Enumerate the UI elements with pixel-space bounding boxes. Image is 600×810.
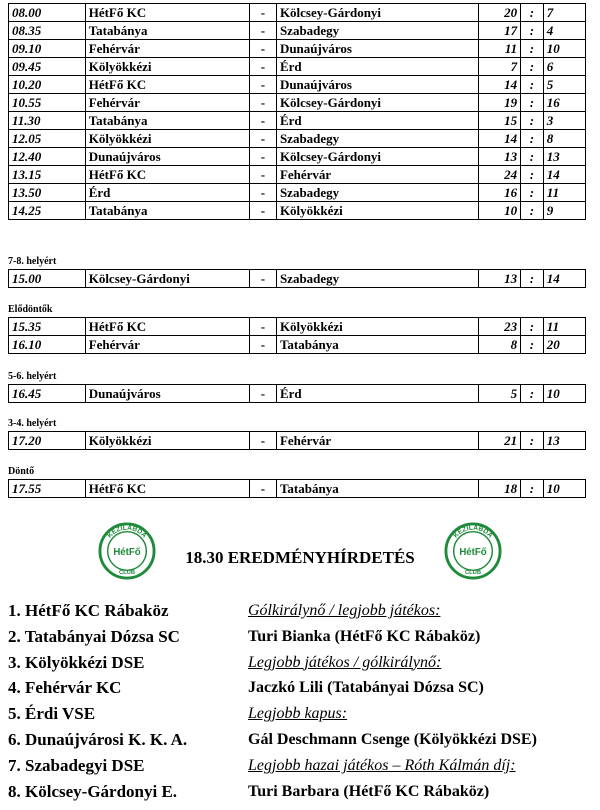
vs-dash: - [249,148,276,166]
home-score: 14 [478,130,520,148]
vs-dash: - [249,58,276,76]
score-colon: : [521,4,544,22]
vs-dash: - [249,22,276,40]
match-row [9,336,586,354]
score-colon: : [521,148,544,166]
home-team: Kölyökkézi [85,432,249,450]
standing-item: 2. Tatabányai Dózsa SC [8,626,180,646]
ceremony-banner: 18.30 EREDMÉNYHÍRDETÉS [185,548,415,567]
home-team: Tatabánya [85,112,249,130]
match-time: 17.55 [9,480,86,498]
vs-dash: - [249,112,276,130]
home-team: Tatabánya [85,22,249,40]
score-colon: : [521,22,544,40]
vs-dash: - [249,480,276,498]
logo-center-text: HétFő [113,546,141,558]
away-score: 16 [543,94,585,112]
match-time: 16.45 [9,385,86,403]
score-colon: : [521,318,544,336]
vs-dash: - [249,432,276,450]
away-team: Kölyökkézi [276,318,478,336]
home-team: Fehérvár [85,40,249,58]
match-row [9,166,586,184]
home-team: HétFő KC [85,76,249,94]
score-colon: : [521,130,544,148]
away-score: 13 [543,148,585,166]
vs-dash: - [249,318,276,336]
home-score: 15 [478,112,520,130]
home-score: 10 [478,202,520,220]
away-score: 13 [543,432,585,450]
section-label: Döntő [8,466,35,477]
match-time: 09.45 [9,58,86,76]
logo-bottom-text: CLUB [118,570,136,577]
vs-dash: - [249,4,276,22]
score-colon: : [521,432,544,450]
home-team: Kölcsey-Gárdonyi [85,270,249,288]
away-score: 14 [543,166,585,184]
individual-awards [248,598,537,804]
schedule-table [8,3,586,220]
score-colon: : [521,58,544,76]
away-team: Szabadegy [276,130,478,148]
home-score: 17 [478,22,520,40]
away-score: 9 [543,202,585,220]
match-row [9,270,586,288]
away-score: 20 [543,336,585,354]
home-team: Fehérvár [85,94,249,112]
away-team: Tatabánya [276,480,478,498]
match-row [9,318,586,336]
match-time: 16.10 [9,336,86,354]
home-team: Kölyökkézi [85,58,249,76]
home-team: Dunaújváros [85,148,249,166]
away-score: 7 [543,4,585,22]
logo-bottom-text: CLUB [464,570,482,577]
vs-dash: - [249,94,276,112]
award-winner: Turi Barbara (HétFő KC Rábaköz) [248,782,490,800]
away-team: Szabadegy [276,184,478,202]
home-score: 19 [478,94,520,112]
score-colon: : [521,94,544,112]
standing-item: 7. Szabadegyi DSE [8,755,145,775]
home-score: 13 [478,148,520,166]
home-team: Érd [85,184,249,202]
match-time: 10.55 [9,94,86,112]
home-score: 20 [478,4,520,22]
home-score: 8 [478,336,520,354]
score-colon: : [521,166,544,184]
home-team: Tatabánya [85,202,249,220]
away-team: Érd [276,58,478,76]
match-time: 10.20 [9,76,86,94]
match-row [9,4,586,22]
away-team: Kölyökkézi [276,202,478,220]
home-team: HétFő KC [85,4,249,22]
score-colon: : [521,112,544,130]
award-winner: Jaczkó Lili (Tatabányai Dózsa SC) [248,679,484,697]
home-score: 18 [478,480,520,498]
score-colon: : [521,202,544,220]
match-row [9,432,586,450]
match-time: 13.15 [9,166,86,184]
section-label: 7-8. helyért [8,256,57,267]
score-colon: : [521,336,544,354]
schedule-table [8,384,586,403]
away-team: Szabadegy [276,270,478,288]
home-team: HétFő KC [85,166,249,184]
score-colon: : [521,40,544,58]
standing-item: 3. Kölyökkézi DSE [8,652,145,672]
vs-dash: - [249,270,276,288]
away-team: Tatabánya [276,336,478,354]
home-score: 7 [478,58,520,76]
away-score: 5 [543,76,585,94]
home-team: HétFő KC [85,480,249,498]
vs-dash: - [249,76,276,94]
vs-dash: - [249,385,276,403]
home-team: Fehérvár [85,336,249,354]
away-score: 10 [543,385,585,403]
score-colon: : [521,184,544,202]
match-row [9,184,586,202]
vs-dash: - [249,336,276,354]
away-score: 4 [543,22,585,40]
match-time: 15.35 [9,318,86,336]
schedule-table [8,317,586,354]
away-score: 10 [543,480,585,498]
match-time: 17.20 [9,432,86,450]
schedule-table [8,479,586,498]
score-colon: : [521,480,544,498]
away-score: 8 [543,130,585,148]
standing-item: 6. Dunaújvárosi K. K. A. [8,729,188,749]
award-winner: Turi Bianka (HétFő KC Rábaköz) [248,627,481,645]
match-time: 08.35 [9,22,86,40]
away-team: Érd [276,112,478,130]
award-category: Legjobb játékos / gólkirálynő: [248,653,442,671]
away-score: 3 [543,112,585,130]
match-time: 12.05 [9,130,86,148]
match-row [9,130,586,148]
away-team: Fehérvár [276,166,478,184]
standing-item: 4. Fehérvár KC [8,678,122,698]
away-team: Szabadegy [276,22,478,40]
vs-dash: - [249,184,276,202]
section-label: Elődöntők [8,304,53,315]
match-time: 13.50 [9,184,86,202]
away-team: Dunaújváros [276,76,478,94]
home-score: 21 [478,432,520,450]
home-team: Kölyökkézi [85,130,249,148]
logo-arc-text: KÉZILABDA [452,524,494,540]
award-winner: Gál Deschmann Csenge (Kölyökkézi DSE) [248,730,537,748]
match-row [9,58,586,76]
home-team: HétFő KC [85,318,249,336]
match-time: 14.25 [9,202,86,220]
match-time: 12.40 [9,148,86,166]
vs-dash: - [249,130,276,148]
away-team: Kölcsey-Gárdonyi [276,94,478,112]
club-logo [98,522,156,580]
match-time: 09.10 [9,40,86,58]
home-score: 23 [478,318,520,336]
away-score: 14 [543,270,585,288]
vs-dash: - [249,202,276,220]
match-row [9,22,586,40]
match-row [9,76,586,94]
away-team: Kölcsey-Gárdonyi [276,148,478,166]
match-row [9,94,586,112]
logo-center-text: HétFő [459,546,487,558]
standing-item: 5. Érdi VSE [8,704,96,724]
score-colon: : [521,385,544,403]
home-score: 11 [478,40,520,58]
score-colon: : [521,270,544,288]
section-label: 5-6. helyért [8,371,57,382]
award-category: Legjobb kapus: [248,705,348,723]
away-team: Kölcsey-Gárdonyi [276,4,478,22]
vs-dash: - [249,40,276,58]
away-team: Dunaújváros [276,40,478,58]
award-category: Legjobb hazai játékos – Róth Kálmán díj: [248,756,516,774]
home-score: 5 [478,385,520,403]
section-label: 3-4. helyért [8,418,57,429]
home-score: 24 [478,166,520,184]
club-logo [444,522,502,580]
home-score: 16 [478,184,520,202]
vs-dash: - [249,166,276,184]
away-score: 6 [543,58,585,76]
standing-item: 8. Kölcsey-Gárdonyi E. [8,781,178,801]
away-score: 11 [543,318,585,336]
away-score: 11 [543,184,585,202]
award-category: Gólkirálynő / legjobb játékos: [248,602,441,619]
home-team: Dunaújváros [85,385,249,403]
home-score: 13 [478,270,520,288]
match-row [9,385,586,403]
final-standings [8,598,187,804]
match-row [9,40,586,58]
away-team: Érd [276,385,478,403]
match-time: 11.30 [9,112,86,130]
away-score: 10 [543,40,585,58]
logo-arc-text: KÉZILABDA [106,524,148,540]
schedule-table [8,431,586,450]
home-score: 14 [478,76,520,94]
match-row [9,148,586,166]
match-row [9,202,586,220]
match-time: 15.00 [9,270,86,288]
match-time: 08.00 [9,4,86,22]
match-row [9,112,586,130]
standing-item: 1. HétFő KC Rábaköz [8,601,169,620]
match-row [9,480,586,498]
away-team: Fehérvár [276,432,478,450]
score-colon: : [521,76,544,94]
schedule-table [8,269,586,288]
